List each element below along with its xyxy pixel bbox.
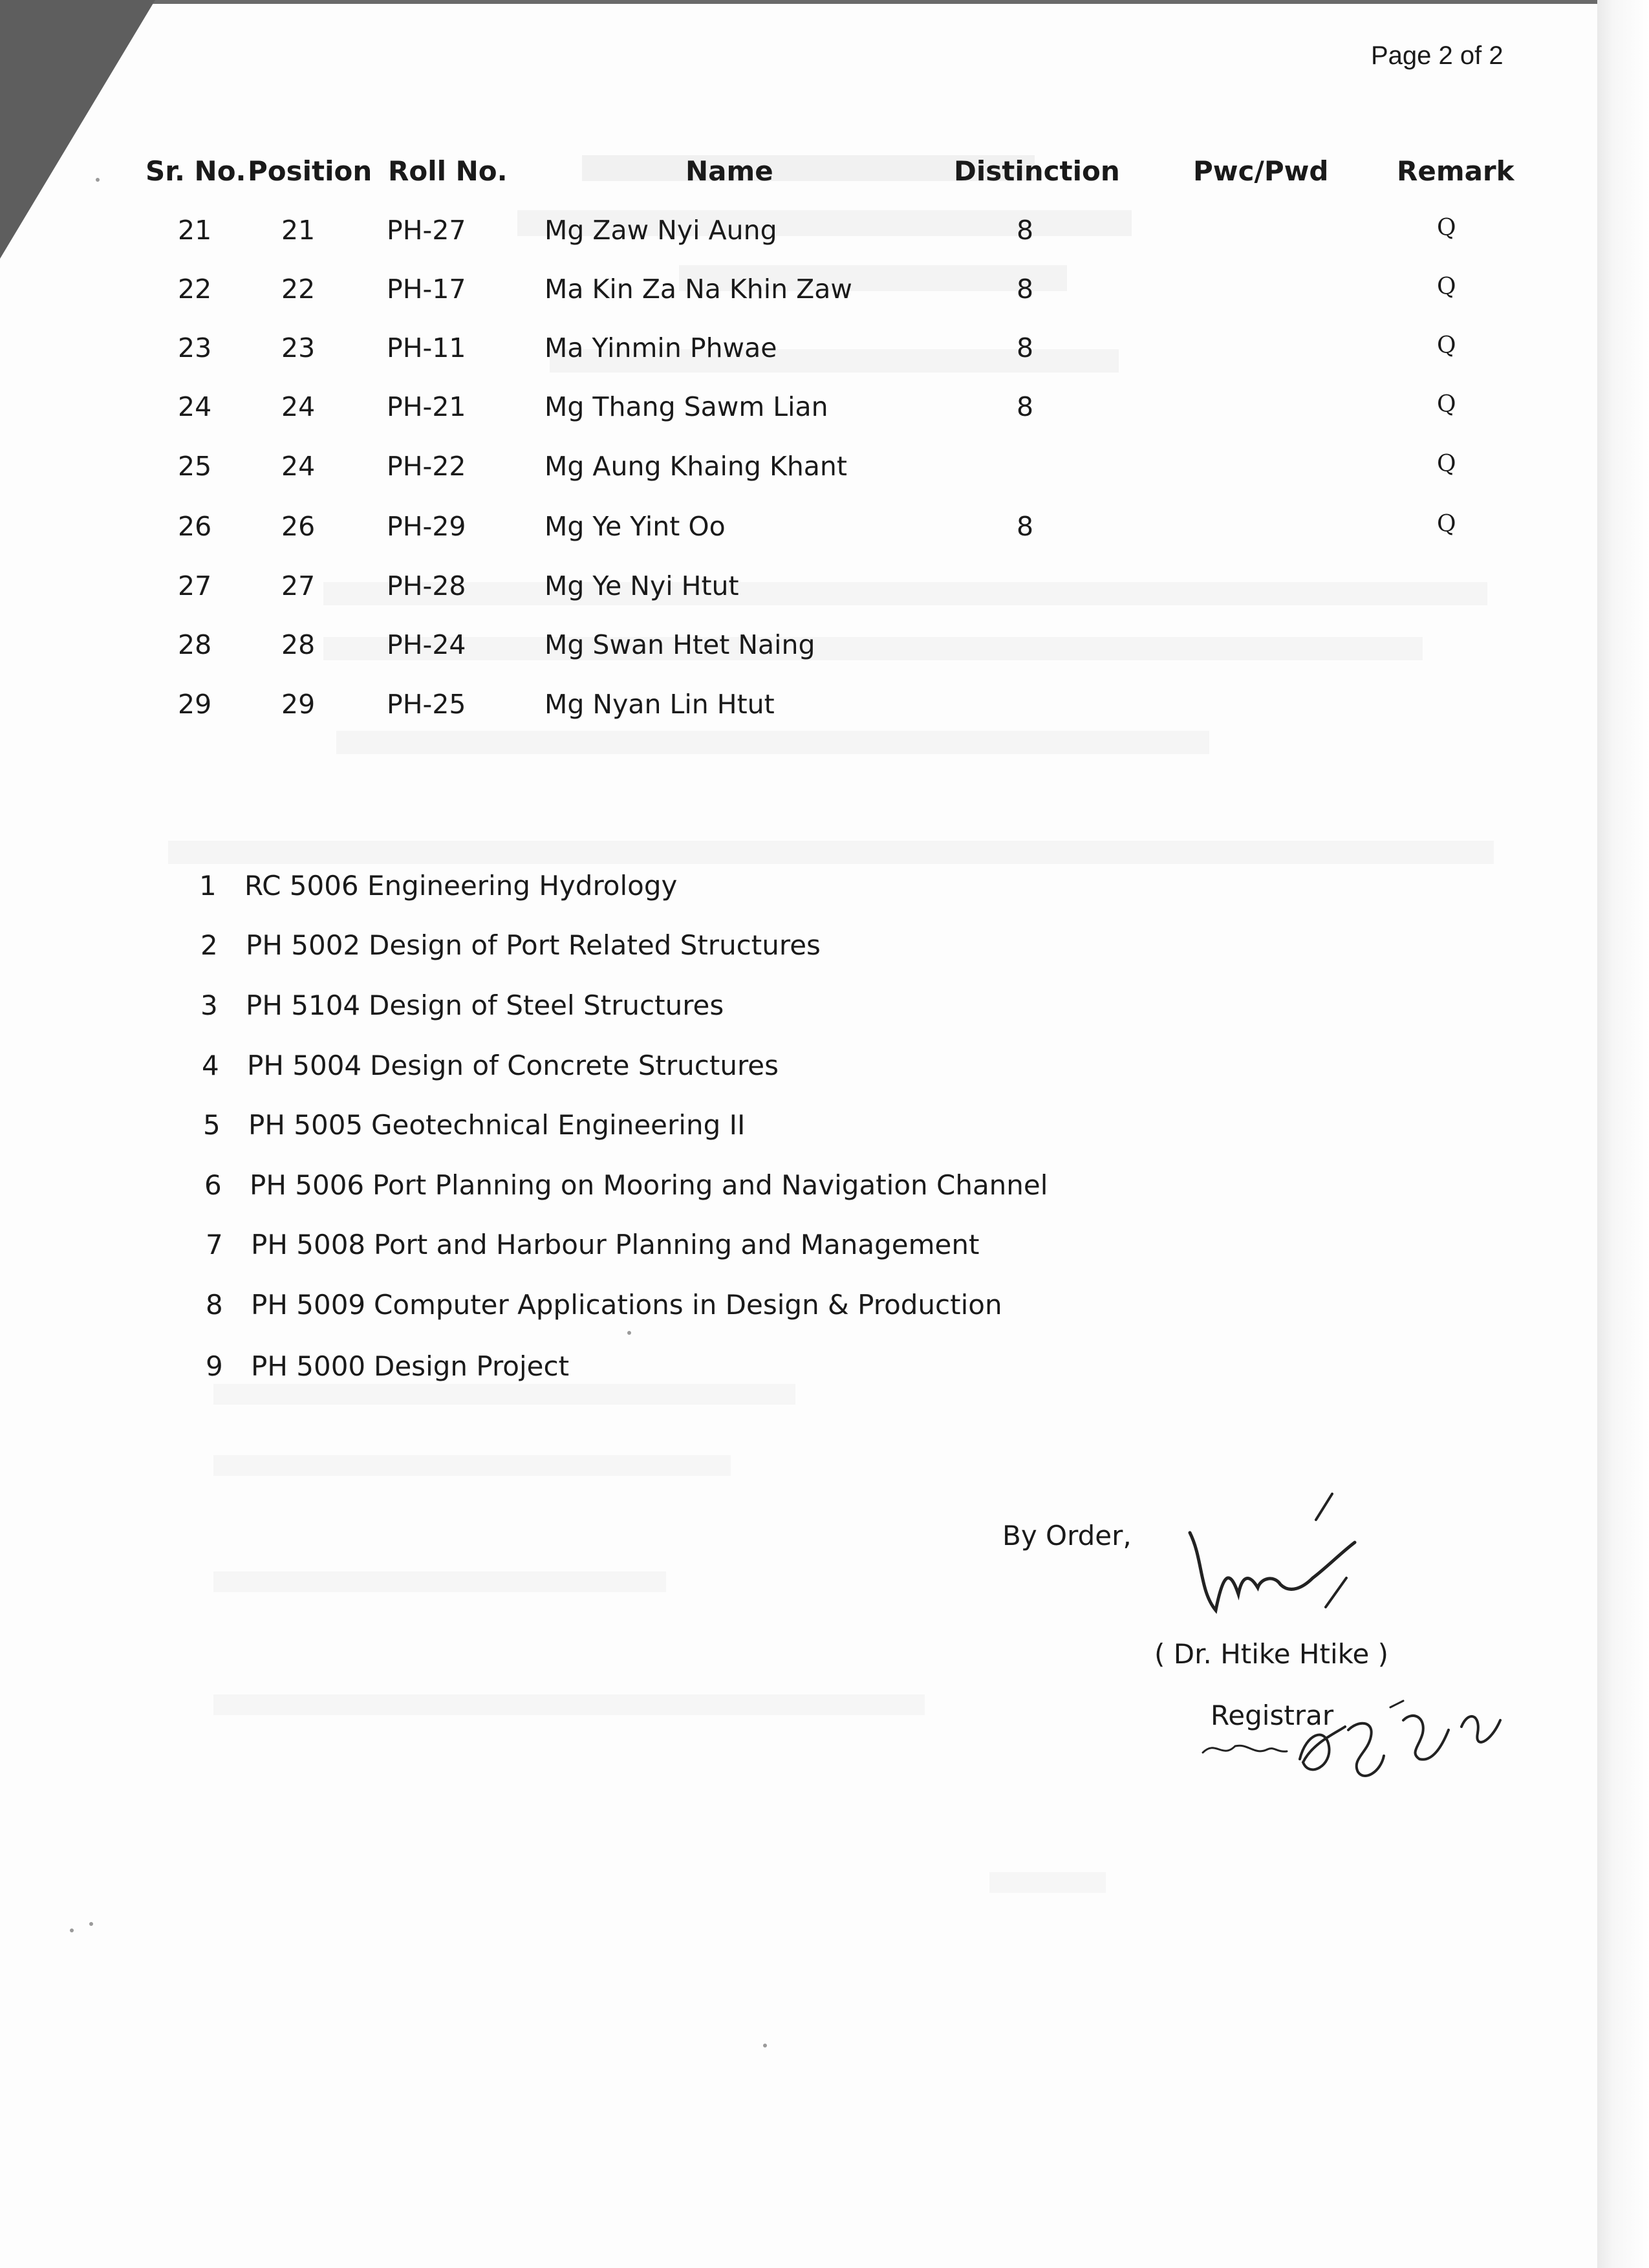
row-position: 26 (281, 511, 316, 542)
row-name: Mg Aung Khaing Khant (544, 451, 847, 482)
subject-code: PH 5006 (250, 1169, 365, 1201)
header-distinction: Distinction (954, 155, 1120, 187)
show-through-mark (989, 1872, 1106, 1893)
subject-number: 8 (206, 1289, 223, 1321)
subject-code: PH 5008 (251, 1229, 366, 1260)
registrar-signature (1177, 1481, 1371, 1636)
scan-top-edge (0, 0, 1597, 4)
row-position: 28 (281, 629, 316, 660)
row-sr-no: 25 (178, 451, 212, 482)
row-sr-no: 21 (178, 215, 212, 246)
subject-code: PH 5000 (251, 1350, 366, 1382)
subject-name: Engineering Hydrology (367, 870, 678, 902)
subject-number: 4 (202, 1050, 219, 1081)
subject-code: PH 5104 (246, 989, 361, 1021)
scan-speck (89, 1922, 93, 1926)
row-name: Ma Yinmin Phwae (544, 332, 777, 363)
signatory-name: ( Dr. Htike Htike ) (1154, 1638, 1389, 1670)
show-through-mark (336, 731, 1209, 754)
scan-speck (627, 1331, 631, 1335)
table-row (0, 215, 1597, 254)
scan-margin (1597, 0, 1649, 2268)
table-row (0, 511, 1597, 550)
row-sr-no: 23 (178, 332, 212, 363)
show-through-mark (168, 841, 1494, 864)
subject-name: Design of Port Related Structures (369, 929, 821, 961)
subject-number: 6 (204, 1169, 222, 1201)
show-through-mark (213, 1571, 666, 1592)
row-roll-no: PH-11 (387, 332, 466, 363)
show-through-mark (213, 1384, 795, 1405)
subject-code: RC 5006 (244, 870, 359, 902)
row-roll-no: PH-27 (387, 215, 466, 246)
header-sr-no: Sr. No. (146, 155, 246, 187)
row-distinction: 8 (1017, 332, 1034, 363)
row-sr-no: 22 (178, 274, 212, 305)
row-remark: Q (1437, 511, 1456, 537)
subject-code: PH 5005 (248, 1109, 363, 1141)
table-row (0, 451, 1597, 490)
row-position: 22 (281, 274, 316, 305)
row-sr-no: 29 (178, 689, 212, 720)
header-pwc-pwd: Pwc/Pwd (1193, 155, 1329, 187)
table-row (0, 332, 1597, 371)
scan-speck (96, 178, 100, 182)
row-sr-no: 26 (178, 511, 212, 542)
row-sr-no: 24 (178, 391, 212, 422)
subject-name: Design of Concrete Structures (370, 1050, 779, 1081)
subject-number: 5 (203, 1109, 221, 1141)
signatory-title: Registrar (1211, 1700, 1334, 1731)
row-position: 27 (281, 570, 316, 601)
row-position: 21 (281, 215, 316, 246)
row-sr-no: 27 (178, 570, 212, 601)
subject-number: 9 (206, 1350, 223, 1382)
row-remark: Q (1437, 215, 1456, 241)
row-name: Mg Thang Sawm Lian (544, 391, 828, 422)
subject-number: 7 (206, 1229, 223, 1260)
show-through-mark (213, 1694, 925, 1715)
row-roll-no: PH-21 (387, 391, 466, 422)
row-position: 23 (281, 332, 316, 363)
header-position: Position (248, 155, 372, 187)
page-number: Page 2 of 2 (1371, 41, 1503, 70)
row-remark: Q (1437, 274, 1456, 300)
row-name: Mg Swan Htet Naing (544, 629, 815, 660)
subject-number: 3 (200, 989, 218, 1021)
row-name: Mg Ye Yint Oo (544, 511, 726, 542)
subject-name: Geotechnical Engineering II (371, 1109, 746, 1141)
by-order-label: By Order, (1002, 1520, 1132, 1551)
table-row (0, 570, 1597, 609)
row-distinction: 8 (1017, 215, 1034, 246)
row-roll-no: PH-28 (387, 570, 466, 601)
show-through-mark (213, 1455, 731, 1476)
header-roll-no: Roll No. (388, 155, 508, 187)
row-distinction: 8 (1017, 391, 1034, 422)
row-roll-no: PH-17 (387, 274, 466, 305)
table-row (0, 274, 1597, 312)
subject-name: Design Project (374, 1350, 570, 1382)
row-distinction: 8 (1017, 511, 1034, 542)
row-roll-no: PH-24 (387, 629, 466, 660)
subject-name: Port Planning on Mooring and Navigation Channel (372, 1169, 1048, 1201)
header-name: Name (685, 155, 773, 187)
row-remark: Q (1437, 332, 1456, 359)
row-roll-no: PH-29 (387, 511, 466, 542)
subject-code: PH 5004 (247, 1050, 362, 1081)
row-name: Mg Nyan Lin Htut (544, 689, 775, 720)
subject-number: 1 (199, 870, 217, 902)
row-name: Ma Kin Za Na Khin Zaw (544, 274, 852, 305)
row-sr-no: 28 (178, 629, 212, 660)
row-remark: Q (1437, 391, 1456, 418)
subject-name: Port and Harbour Planning and Management (374, 1229, 980, 1260)
scan-speck (70, 1928, 74, 1932)
header-remark: Remark (1397, 155, 1514, 187)
handwritten-initials (1196, 1681, 1520, 1798)
row-distinction: 8 (1017, 274, 1034, 305)
subject-name: Design of Steel Structures (369, 989, 724, 1021)
subject-code: PH 5009 (251, 1289, 366, 1321)
row-roll-no: PH-25 (387, 689, 466, 720)
row-position: 29 (281, 689, 316, 720)
table-row (0, 391, 1597, 430)
row-remark: Q (1437, 451, 1456, 477)
table-row (0, 689, 1597, 728)
row-name: Mg Ye Nyi Htut (544, 570, 739, 601)
subject-number: 2 (200, 929, 218, 961)
results-table-header (0, 155, 1597, 194)
subject-code: PH 5002 (246, 929, 361, 961)
scan-speck (763, 2044, 767, 2047)
row-position: 24 (281, 451, 316, 482)
row-roll-no: PH-22 (387, 451, 466, 482)
row-position: 24 (281, 391, 316, 422)
subject-name: Computer Applications in Design & Production (374, 1289, 1002, 1321)
row-name: Mg Zaw Nyi Aung (544, 215, 777, 246)
table-row (0, 629, 1597, 668)
